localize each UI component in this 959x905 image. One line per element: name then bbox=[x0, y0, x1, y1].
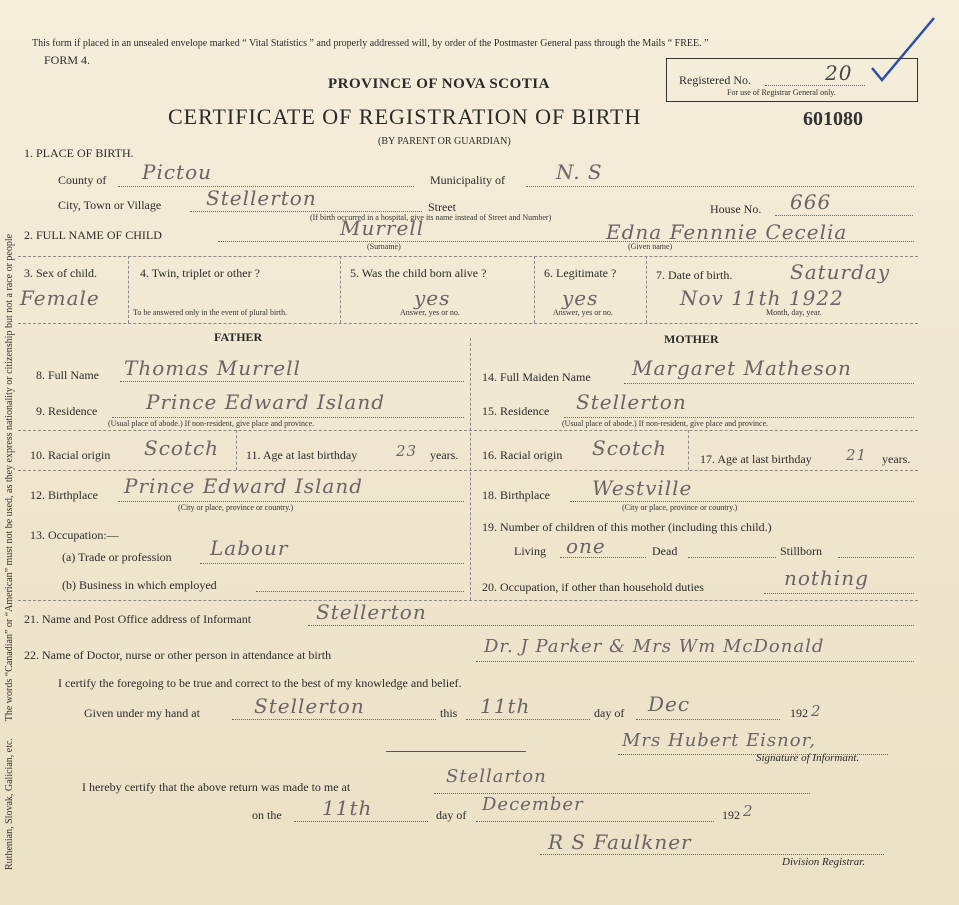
father-birthplace-label: 12. Birthplace bbox=[30, 488, 98, 502]
mother-residence-label: 15. Residence bbox=[482, 404, 550, 418]
father-heading: FATHER bbox=[214, 330, 263, 344]
father-residence-label: 9. Residence bbox=[36, 404, 98, 418]
father-birthplace-value: Prince Edward Island bbox=[124, 474, 364, 498]
city-value: Stellerton bbox=[206, 186, 317, 210]
given-day-value: 11th bbox=[480, 694, 531, 718]
doctor-label: 22. Name of Doctor, nurse or other person in attendance at birth bbox=[24, 648, 332, 662]
certify-statement: I certify the foregoing to be true and correct to the best of my knowledge and belief. bbox=[58, 676, 462, 690]
municipality-label: Municipality of bbox=[430, 173, 505, 187]
registrar-month-value: December bbox=[482, 794, 584, 815]
place-section-label: 1. PLACE OF BIRTH. bbox=[24, 146, 134, 160]
registrar-place-value: Stellarton bbox=[446, 766, 547, 787]
given-note: (Given name) bbox=[628, 242, 673, 251]
checkmark-icon bbox=[868, 14, 938, 84]
registered-label: Registered No. bbox=[679, 73, 751, 87]
street-note: (If birth occurred in a hospital, give its name instead of Street and Number) bbox=[310, 213, 552, 222]
father-residence-note: (Usual place of abode.) If non-resident, give place and province. bbox=[108, 419, 315, 428]
mother-birthplace-note: (City or place, province or country.) bbox=[622, 503, 738, 512]
dob-label: 7. Date of birth. bbox=[656, 268, 733, 282]
side-notice bbox=[4, 40, 15, 870]
father-trade-value: Labour bbox=[210, 536, 289, 560]
registrar-statement: I hereby certify that the above return was made to me at bbox=[82, 780, 351, 794]
child-given-value: Edna Fennnie Cecelia bbox=[606, 220, 848, 244]
dob-value: Nov 11th 1922 bbox=[680, 286, 844, 310]
informant-label: 21. Name and Post Office address of Informant bbox=[24, 612, 252, 626]
mother-race-value: Scotch bbox=[592, 436, 668, 460]
father-business-label: (b) Business in which employed bbox=[62, 578, 217, 592]
mother-age-label: 17. Age at last birthday bbox=[700, 452, 812, 466]
registrar-day-of-label: day of bbox=[436, 808, 467, 822]
informant-signature-label: Signature of Informant. bbox=[756, 752, 860, 764]
registrar-note: For use of Registrar General only. bbox=[727, 88, 836, 97]
father-occupation-label: 13. Occupation:— bbox=[30, 528, 119, 542]
mother-residence-note: (Usual place of abode.) If non-resident, give place and province. bbox=[562, 419, 769, 428]
this-label: this bbox=[440, 706, 458, 720]
certificate-title: CERTIFICATE OF REGISTRATION OF BIRTH bbox=[168, 104, 642, 129]
certificate-subtitle: (BY PARENT OR GUARDIAN) bbox=[378, 136, 511, 147]
stillborn-label: Stillborn bbox=[780, 544, 823, 558]
legitimate-note: Answer, yes or no. bbox=[553, 308, 613, 317]
form-number: FORM 4. bbox=[44, 53, 91, 67]
day-of-label: day of bbox=[594, 706, 625, 720]
father-name-label: 8. Full Name bbox=[36, 368, 99, 382]
father-race-value: Scotch bbox=[144, 436, 220, 460]
given-month-value: Dec bbox=[648, 692, 691, 716]
given-under-label: Given under my hand at bbox=[84, 706, 200, 720]
twin-label: 4. Twin, triplet or other ? bbox=[140, 266, 260, 280]
alive-value: yes bbox=[414, 286, 451, 310]
dead-label: Dead bbox=[652, 544, 678, 558]
county-label: County of bbox=[58, 173, 107, 187]
legitimate-value: yes bbox=[562, 286, 599, 310]
father-years-label: years. bbox=[430, 448, 459, 462]
mother-years-label: years. bbox=[882, 452, 911, 466]
side-notice-text: The words “Canadian” or “American” must not be used, as they express nationality or citizenship but not a race or people bbox=[4, 233, 15, 722]
given-year-suffix: 2 bbox=[811, 702, 822, 720]
sex-label: 3. Sex of child. bbox=[24, 266, 97, 280]
given-year-prefix: 192 bbox=[790, 706, 808, 720]
registrar-day-value: 11th bbox=[322, 796, 373, 820]
house-label: House No. bbox=[710, 202, 762, 216]
house-value: 666 bbox=[790, 190, 832, 214]
mother-name-value: Margaret Matheson bbox=[632, 356, 852, 380]
province-heading: PROVINCE OF NOVA SCOTIA bbox=[328, 76, 550, 92]
doctor-value: Dr. J Parker & Mrs Wm McDonald bbox=[484, 636, 825, 657]
on-the-label: on the bbox=[252, 808, 282, 822]
city-label: City, Town or Village bbox=[58, 198, 162, 212]
child-surname-value: Murrell bbox=[340, 216, 425, 240]
county-value: Pictou bbox=[142, 160, 213, 184]
side-notice-prefix: Ruthenian, Slovak, Galician, etc. bbox=[4, 738, 15, 870]
father-name-value: Thomas Murrell bbox=[124, 356, 301, 380]
legitimate-label: 6. Legitimate ? bbox=[544, 266, 617, 280]
informant-value: Stellerton bbox=[316, 600, 427, 624]
registrar-title: Division Registrar. bbox=[782, 856, 866, 868]
father-age-value: 23 bbox=[396, 442, 418, 460]
father-trade-label: (a) Trade or profession bbox=[62, 550, 172, 564]
municipality-value: N. S bbox=[556, 160, 603, 184]
father-residence-value: Prince Edward Island bbox=[146, 390, 386, 414]
mother-age-value: 21 bbox=[846, 446, 868, 464]
mother-heading: MOTHER bbox=[664, 332, 719, 346]
registrar-signature: R S Faulkner bbox=[548, 830, 692, 854]
father-age-label: 11. Age at last birthday bbox=[246, 448, 358, 462]
alive-label: 5. Was the child born alive ? bbox=[350, 266, 487, 280]
mother-race-label: 16. Racial origin bbox=[482, 448, 563, 462]
twin-note: To be answered only in the event of plural birth. bbox=[133, 308, 288, 317]
alive-note: Answer, yes or no. bbox=[400, 308, 460, 317]
registered-value: 20 bbox=[825, 61, 853, 85]
given-place-value: Stellerton bbox=[254, 694, 365, 718]
sex-value: Female bbox=[20, 286, 100, 310]
father-birthplace-note: (City or place, province or country.) bbox=[178, 503, 294, 512]
father-race-label: 10. Racial origin bbox=[30, 448, 111, 462]
living-value: one bbox=[566, 534, 606, 558]
living-label: Living bbox=[514, 544, 546, 558]
dob-note: Month, day, year. bbox=[766, 308, 822, 317]
mother-residence-value: Stellerton bbox=[576, 390, 687, 414]
serial-number: 601080 bbox=[803, 108, 863, 130]
child-name-label: 2. FULL NAME OF CHILD bbox=[24, 228, 162, 242]
mother-occupation-value: nothing bbox=[784, 566, 869, 590]
mother-birthplace-value: Westville bbox=[592, 476, 693, 500]
registrar-year-prefix: 192 bbox=[722, 808, 740, 822]
dob-day-value: Saturday bbox=[790, 260, 891, 284]
mother-name-label: 14. Full Maiden Name bbox=[482, 370, 591, 384]
informant-signature: Mrs Hubert Eisnor, bbox=[622, 730, 816, 751]
mail-notice: This form if placed in an unsealed envelope marked “ Vital Statistics ” and properly addressed will, by order of the Postmaster General pass through the Mails “ FREE. ” bbox=[32, 38, 709, 49]
street-label: Street bbox=[428, 200, 456, 214]
mother-occupation-label: 20. Occupation, if other than household duties bbox=[482, 580, 704, 594]
mother-children-label: 19. Number of children of this mother (including this child.) bbox=[482, 520, 772, 534]
mother-birthplace-label: 18. Birthplace bbox=[482, 488, 550, 502]
registrar-year-suffix: 2 bbox=[743, 802, 754, 820]
surname-note: (Surname) bbox=[367, 242, 401, 251]
